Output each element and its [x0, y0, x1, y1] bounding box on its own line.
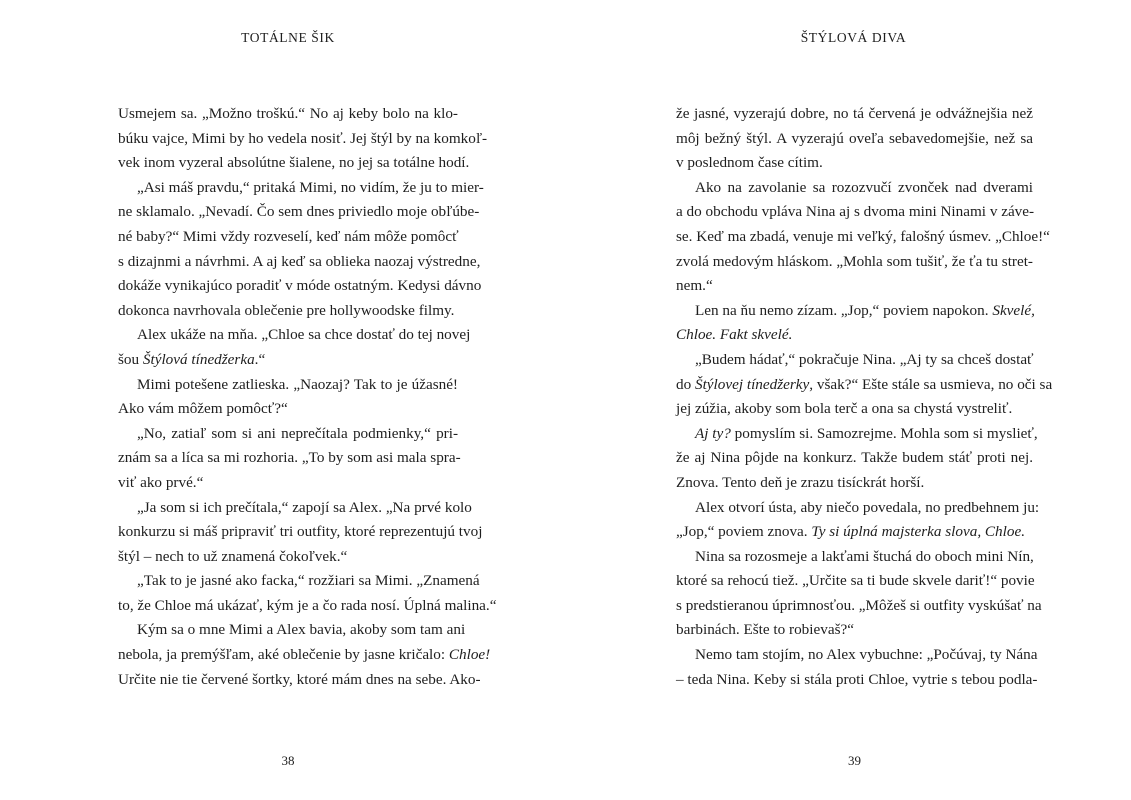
left-page — [0, 0, 565, 800]
text-line: Usmejem sa. „Možno troškú.“ No aj keby bolo na klo- — [118, 105, 458, 122]
text-line — [676, 373, 1053, 398]
text-line: Ako na zavolanie sa rozozvučí zvonček nad dverami — [695, 178, 1033, 196]
text-line: že jasné, vyzerajú dobre, no tá červená je odvážnejšia než — [676, 105, 1033, 122]
text-line: Nina sa rozosmeje a lakťami štuchá do oboch mini Nín, — [695, 547, 1034, 565]
text-line: dokáže vynikajúco poradiť v móde ostatným. Kedysi dávno — [118, 277, 482, 295]
text-line: Ako vám môžem pomôcť?“ — [118, 400, 288, 418]
text-line: to, že Chloe má ukázať, kým je a čo rada nosí. Úplná malina.“ — [118, 596, 497, 614]
text-line: môj bežný štýl. A vyzerajú oveľa sebavedomejšie, než sa — [676, 129, 1033, 147]
text-segment: „Jop,“ poviem znova. — [676, 523, 812, 541]
text-line — [676, 299, 1033, 324]
text-line: konkurzu si máš pripraviť tri outfity, ktoré reprezentujú tvoj — [118, 523, 483, 541]
text-line: „Asi máš pravdu,“ pritaká Mimi, no vidím, že ju to mier- — [137, 178, 484, 196]
text-segment: do — [676, 375, 695, 393]
text-line: barbinách. Ešte to robievaš?“ — [676, 621, 854, 639]
running-head-right: ŠTÝLOVÁ DIVA — [800, 30, 907, 45]
text-line: „Tak to je jasné ako facka,“ rozžiari sa Mimi. „Znamená — [137, 572, 480, 590]
text-segment: .“ — [254, 350, 266, 368]
text-line: Alex otvorí ústa, aby niečo povedala, no predbehnem ju: — [695, 498, 1040, 516]
text-segment: pomyslím si. Samozrejme. Mohla som si myslieť, — [730, 424, 1038, 442]
text-line: s predstieranou úprimnosťou. „Môžeš si outfity vyskúšať na — [676, 596, 1042, 614]
text-line — [118, 643, 491, 668]
page-number-left: 38 — [281, 753, 295, 768]
italic-thought: Skvelé, — [992, 301, 1035, 319]
text-segment: šou — [118, 350, 143, 368]
italic-title: Štýlovej tínedžerky — [694, 375, 810, 393]
text-line: znám sa a líca sa mi rozhoria. „To by som asi mala spra- — [118, 449, 461, 467]
text-segment: nebola, ja premýšľam, aké oblečenie by jasne kričalo: — [118, 646, 449, 664]
body-text-right — [676, 102, 1053, 692]
text-line: Kým sa o mne Mimi a Alex bavia, akoby som tam ani — [137, 621, 466, 639]
text-line — [676, 520, 1033, 545]
text-line: Nemo tam stojím, no Alex vybuchne: „Počúvaj, ty Nána — [695, 646, 1038, 664]
italic-thought: Ty si úplná majsterka slova, Chloe. — [811, 523, 1025, 541]
text-line: viť ako prvé.“ — [118, 473, 204, 491]
italic-thought: Aj ty? — [695, 424, 731, 442]
text-line: štýl – nech to už znamená čokoľvek.“ — [118, 547, 348, 565]
running-head-left: TOTÁLNE ŠIK — [241, 30, 335, 45]
italic-thought: Chloe. Fakt skvelé. — [676, 326, 793, 344]
text-line: a do obchodu vpláva Nina aj s dvoma mini Ninami v záve- — [676, 203, 1035, 221]
text-line: „Budem hádať,“ pokračuje Nina. „Aj ty sa chceš dostať — [695, 350, 1034, 368]
text-line: Alex ukáže na mňa. „Chloe sa chce dostať do tej novej — [137, 326, 471, 344]
right-page — [566, 0, 1131, 800]
text-line: s dizajnmi a návrhmi. A aj keď sa oblieka naozaj výstredne, — [118, 252, 481, 270]
italic-title: Štýlová tínedžerka — [142, 350, 255, 368]
text-line: vek inom vyzeral absolútne šialene, no jej sa totálne hodí. — [118, 154, 470, 172]
body-text-left — [118, 102, 497, 692]
text-line: v poslednom čase cítim. — [676, 154, 823, 172]
text-line: zvolá medovým hláskom. „Mohla som tušiť, že ťa tu stret- — [676, 252, 1033, 270]
text-line: že aj Nina pôjde na konkurz. Takže budem stáť proti nej. — [676, 449, 1033, 467]
text-line — [118, 348, 458, 373]
text-line — [676, 422, 1038, 447]
text-line: jej zúžia, akoby som bola terč a ona sa chystá vystreliť. — [676, 400, 1013, 418]
text-segment: Len na ňu nemo zízam. „Jop,“ poviem napokon. — [695, 301, 993, 319]
text-line — [676, 323, 1033, 348]
text-line: ktoré sa rehocú tiež. „Určite sa ti bude skvele dariť!“ povie — [676, 572, 1035, 590]
text-line: Znova. Tento deň je zrazu tisíckrát horší. — [676, 473, 925, 491]
text-segment: , však?“ Ešte stále sa usmieva, no oči sa — [809, 375, 1053, 393]
text-line: Mimi potešene zatlieska. „Naozaj? Tak to je úžasné! — [137, 375, 458, 393]
text-line: se. Keď ma zbadá, venuje mi veľký, falošný úsmev. „Chloe!“ — [676, 227, 1050, 245]
text-line: – teda Nina. Keby si stála proti Chloe, vytrie s tebou podla- — [676, 670, 1038, 688]
text-line: nem.“ — [676, 277, 713, 295]
text-line: dokonca navrhovala oblečenie pre hollywoodske filmy. — [118, 301, 455, 319]
text-line: ne sklamalo. „Nevadí. Čo sem dnes priviedlo moje obľúbe- — [118, 203, 480, 221]
text-line: „No, zatiaľ som si ani neprečítala podmienky,“ pri- — [137, 424, 458, 442]
italic-thought: Chloe! — [448, 646, 491, 664]
text-line: Určite nie tie červené šortky, ktoré mám dnes na sebe. Ako- — [118, 670, 481, 688]
page-number-right: 39 — [848, 753, 861, 768]
text-line: „Ja som si ich prečítala,“ zapojí sa Alex. „Na prvé kolo — [137, 498, 472, 516]
text-line: búku vajce, Mimi by ho vedela nosiť. Jej štýl by na komkoľ- — [118, 129, 488, 147]
text-line: né baby?“ Mimi vždy rozveselí, keď nám môže pomôcť — [118, 227, 459, 245]
